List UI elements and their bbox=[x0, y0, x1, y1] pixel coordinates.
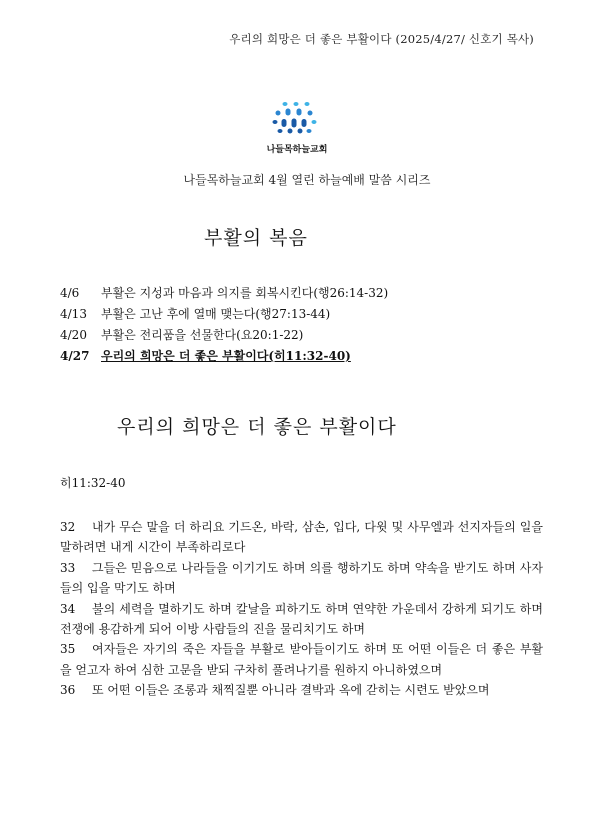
logo-dot bbox=[297, 109, 302, 116]
verse-text: 또 어떤 이들은 조롱과 채찍질뿐 아니라 결박과 옥에 갇히는 시련도 받았으며 bbox=[92, 683, 490, 698]
verse bbox=[60, 680, 543, 700]
schedule-item-current bbox=[60, 346, 388, 367]
logo-dot bbox=[302, 119, 307, 127]
logo-dot bbox=[294, 102, 299, 106]
schedule-text: 부활은 지성과 마음과 의지를 회복시킨다(행26:14-32) bbox=[101, 286, 389, 300]
verse-number: 32 bbox=[60, 520, 76, 534]
logo-dot bbox=[298, 129, 303, 134]
church-name: 나들목하늘교회 bbox=[266, 145, 328, 155]
verse-text: 여자들은 자기의 죽은 자들을 부활로 받아들이기도 하며 또 어떤 이들은 더 좋은 부활을 얻고자 하여 심한 고문을 받되 구차히 풀려나기를 원하지 아니하였으며 bbox=[60, 642, 543, 677]
schedule-item bbox=[60, 304, 388, 325]
verse bbox=[60, 599, 543, 640]
verse-text: 그들은 믿음으로 나라들을 이기기도 하며 의를 행하기도 하며 약속을 받기도 하며 사자들의 입을 막기도 하며 bbox=[60, 560, 543, 596]
schedule-text: 부활은 고난 후에 열매 맺는다(행27:13-44) bbox=[101, 307, 331, 321]
verse bbox=[60, 558, 543, 599]
logo-dot bbox=[308, 111, 313, 116]
verse-number: 35 bbox=[60, 642, 76, 657]
logo-dot bbox=[278, 129, 283, 133]
logo-dot bbox=[292, 119, 297, 128]
schedule-date: 4/20 bbox=[60, 328, 87, 342]
series-title: 부활의 복음 bbox=[204, 227, 308, 249]
logo-dot bbox=[312, 120, 317, 124]
logo-dot bbox=[283, 102, 288, 106]
church-logo-icon bbox=[272, 100, 322, 136]
logo-dot bbox=[307, 129, 312, 133]
schedule-item bbox=[60, 283, 388, 304]
logo-dot bbox=[282, 119, 287, 127]
verse bbox=[60, 517, 543, 558]
scripture-reference: 히11:32-40 bbox=[60, 476, 126, 490]
sermon-title: 우리의 희망은 더 좋은 부활이다 bbox=[117, 416, 397, 438]
verse bbox=[60, 639, 543, 680]
verse-number: 33 bbox=[60, 560, 76, 575]
series-label: 나들목하늘교회 4월 열린 하늘예배 말씀 시리즈 bbox=[183, 173, 431, 187]
schedule-date: 4/27 bbox=[60, 349, 90, 363]
verse-number: 36 bbox=[60, 683, 76, 698]
schedule-date: 4/6 bbox=[60, 286, 80, 300]
sermon-schedule bbox=[60, 283, 388, 367]
logo-dot bbox=[276, 111, 281, 116]
logo-dot bbox=[286, 109, 291, 116]
logo-dot bbox=[288, 129, 293, 134]
scripture-passage bbox=[60, 517, 543, 701]
verse-text: 내가 무슨 말을 더 하리요 기드온, 바락, 삼손, 입다, 다윗 및 사무엘과 선지자들의 일을 말하려면 내게 시간이 부족하리로다 bbox=[60, 520, 543, 555]
schedule-date: 4/13 bbox=[60, 307, 87, 321]
logo-dot bbox=[305, 102, 310, 106]
schedule-item bbox=[60, 325, 388, 346]
schedule-text: 부활은 전리품을 선물한다(요20:1-22) bbox=[101, 328, 304, 342]
verse-number: 34 bbox=[60, 601, 76, 616]
document-header: 우리의 희망은 더 좋은 부활이다 (2025/4/27/ 신호기 목사) bbox=[229, 32, 534, 46]
schedule-text: 우리의 희망은 더 좋은 부활이다(히11:32-40) bbox=[101, 349, 351, 363]
verse-text: 불의 세력을 멸하기도 하며 칼날을 피하기도 하며 연약한 가운데서 강하게 되기도 하며 전쟁에 용감하게 되어 이방 사람들의 진을 물리치기도 하며 bbox=[60, 601, 543, 637]
logo-dot bbox=[273, 120, 278, 124]
